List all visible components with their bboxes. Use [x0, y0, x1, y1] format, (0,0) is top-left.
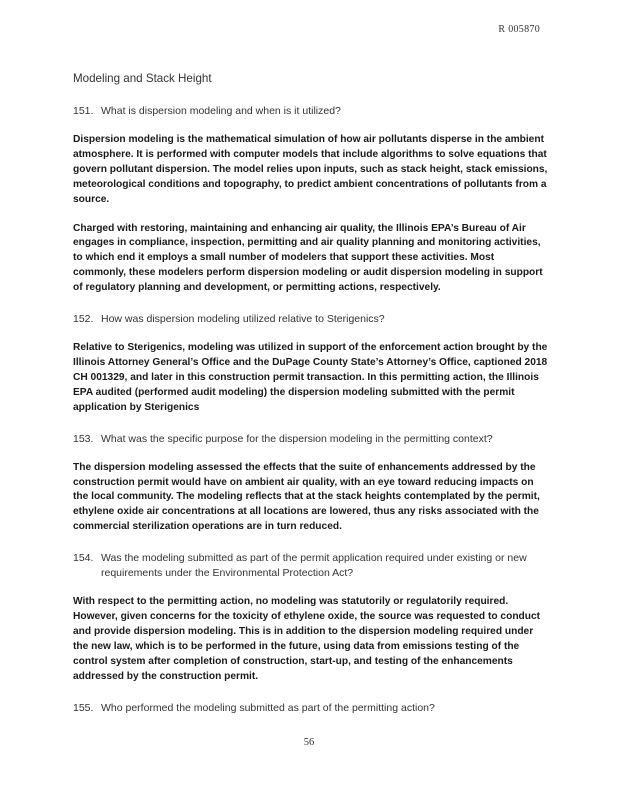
- answer-paragraph: Relative to Sterigenics, modeling was utilized in support of the enforcement action brought by the Illinois Attorney General’s Office and the DuPage County State’s Attorney’s Office, captioned 2018 CH 001329, and later in this construction permit transaction. In this permitting action, the Illinois EPA audited (performed audit modeling) the dispersion modeling submitted with the permit application by Sterigenics: [73, 342, 548, 413]
- question-text: Was the modeling submitted as part of the permit application required under existing or new requirements under the Environmental Protection Act?: [101, 552, 527, 580]
- question-154: [73, 551, 549, 581]
- question-155: [73, 701, 549, 716]
- answer-paragraph: The dispersion modeling assessed the effects that the suite of enhancements addressed by the construction permit would have on ambient air quality, with an eye toward reducing impacts on the local community. The modeling reflects that at the stack heights contemplated by the permit, ethylene oxide air concentrations at all locations are lowered, thus any risks associated with the commercial sterilization operations are in turn reduced.: [73, 461, 540, 533]
- question-text: How was dispersion modeling utilized relative to Sterigenics?: [101, 313, 385, 326]
- question-text: Who performed the modeling submitted as part of the permitting action?: [101, 701, 435, 714]
- question-number: 151.: [73, 105, 94, 117]
- answer-paragraph: Dispersion modeling is the mathematical simulation of how air pollutants disperse in the ambient atmosphere. It is performed with computer models that include algorithms to solve equations that govern pollutant dispersion. The model relies upon inputs, such as stack height, stack emissions, meteorological conditions and topography, to predict ambient concentrations of pollutants from a source.: [73, 134, 548, 205]
- question-number: 155.: [73, 701, 94, 714]
- question-number: 154.: [73, 552, 94, 565]
- page-number: 56: [303, 737, 315, 748]
- question-number: 152.: [73, 313, 94, 326]
- qa-content: [73, 104, 549, 730]
- answer-paragraph: Charged with restoring, maintaining and enhancing air quality, the Illinois EPA’s Bureau of Air engages in compliance, inspection, permitting and air quality planning and monitoring activities, to which end it employs a small number of modelers that support these activities. Most commonly, these modelers perform dispersion modeling or audit dispersion modeling in support of regulatory planning and development, or permitting actions, respectively.: [73, 222, 543, 294]
- bates-number: R 005870: [498, 24, 540, 35]
- section-heading: Modeling and Stack Height: [73, 72, 212, 85]
- question-153: [73, 432, 549, 447]
- question-text: What is dispersion modeling and when is it utilized?: [101, 105, 341, 117]
- question-number: 153.: [73, 432, 94, 445]
- answer-paragraph: With respect to the permitting action, no modeling was statutorily or regulatorily required. However, given concerns for the toxicity of ethylene oxide, the source was requested to conduct and provide dispersion modeling. This is in addition to the dispersion modeling required under the new law, which is to be performed in the future, using data from emissions testing of the control system after completion of construction, start-up, and testing of the enhancements addressed by the construction permit.: [73, 596, 541, 682]
- question-text: What was the specific purpose for the dispersion modeling in the permitting context?: [101, 432, 493, 445]
- question-151: [73, 104, 549, 119]
- question-152: [73, 312, 549, 327]
